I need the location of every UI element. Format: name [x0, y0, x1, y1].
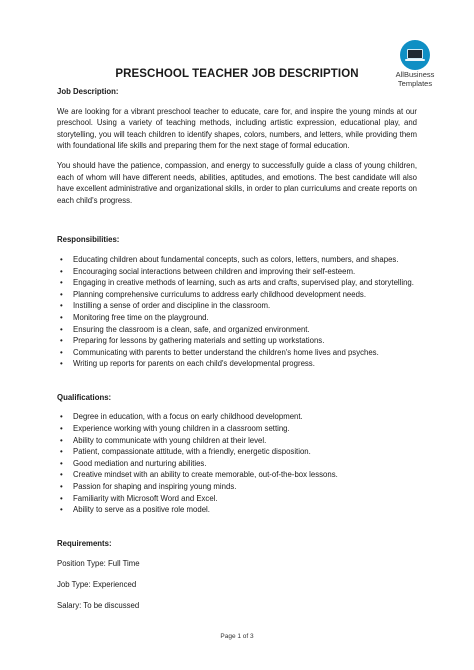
list-item: • Creative mindset with an ability to create memorable, out-of-the-box lessons.: [60, 470, 338, 480]
list-item-text: Ability to serve as a positive role model.: [73, 505, 210, 515]
job-description-paragraph-1: We are looking for a vibrant preschool teacher to educate, care for, and inspire the young minds at our preschool. Using a variety of teaching methods, including artistic expression, educational play, and storytelling, you will teach children to identify shapes, colors, numbers, and letters, while providing them with foundational life skills and preparing them for the next stage of formal education.: [57, 106, 417, 151]
salary: Salary: To be discussed: [57, 600, 140, 610]
list-item-text: Good mediation and nurturing abilities.: [73, 458, 207, 468]
requirements-heading: Requirements:: [57, 538, 112, 548]
document-body: [57, 86, 417, 611]
list-item: • Degree in education, with a focus on early childhood development.: [60, 412, 303, 422]
list-item-text: Passion for shaping and inspiring young minds.: [73, 482, 237, 492]
list-item: • Ensuring the classroom is a clean, safe, and organized environment.: [60, 324, 310, 334]
responsibilities-heading: Responsibilities:: [57, 235, 120, 245]
list-item: • Educating children about fundamental concepts, such as colors, letters, numbers, and shapes.: [60, 254, 399, 264]
job-description-heading: Job Description:: [57, 87, 119, 96]
position-type: Position Type: Full Time: [57, 559, 140, 569]
list-item-text: Creative mindset with an ability to create memorable, out-of-the-box lessons.: [73, 470, 338, 480]
list-item-text: Experience working with young children in a classroom setting.: [73, 424, 290, 434]
list-item-text: Educating children about fundamental concepts, such as colors, letters, numbers, and shapes.: [73, 254, 399, 264]
list-item-text: Familiarity with Microsoft Word and Excel.: [73, 493, 218, 503]
list-item: • Good mediation and nurturing abilities.: [60, 458, 207, 468]
list-item: • Planning comprehensive curriculums to address early childhood development needs.: [60, 289, 366, 299]
list-item: • Passion for shaping and inspiring young minds.: [60, 482, 237, 492]
list-item: • Patient, compassionate attitude, with a friendly, energetic disposition.: [60, 447, 311, 457]
list-item: • Engaging in creative methods of learning, such as arts and crafts, supervised play, and storytelling.: [60, 278, 414, 288]
list-item-text: Monitoring free time on the playground.: [73, 312, 209, 322]
list-item: • Monitoring free time on the playground.: [60, 312, 209, 322]
list-item-text: Ensuring the classroom is a clean, safe, and organized environment.: [73, 324, 310, 334]
list-item: • Ability to serve as a positive role model.: [60, 505, 210, 515]
list-item-text: Degree in education, with a focus on early childhood development.: [73, 412, 303, 422]
allbusiness-logo: [390, 40, 440, 88]
document-title: PRESCHOOL TEACHER JOB DESCRIPTION: [115, 68, 359, 80]
qualifications-list: [57, 411, 417, 515]
responsibilities-list: [57, 254, 417, 370]
list-item: • Encouraging social interactions between children and improving their self-esteem.: [60, 266, 356, 276]
list-item-text: Communicating with parents to better understand the children's home lives and psyches.: [73, 347, 379, 357]
list-item-text: Preparing for lessons by gathering materials and setting up workstations.: [73, 336, 325, 346]
list-item: • Ability to communicate with young children at their level.: [60, 435, 267, 445]
list-item-text: Patient, compassionate attitude, with a friendly, energetic disposition.: [73, 447, 311, 457]
list-item-text: Writing up reports for parents on each child's developmental progress.: [73, 359, 315, 369]
logo-text-line2: Templates: [397, 79, 433, 88]
job-description-paragraph-2: You should have the patience, compassion, and energy to successfully guide a class of young children, each of whom will have different needs, abilities, aptitudes, and emotions. The best candidate will also have excellent administrative and organizational skills, in order to plan curriculums and create reports on each child's progress.: [57, 160, 417, 205]
list-item-text: Instilling a sense of order and discipline in the classroom.: [73, 301, 271, 311]
list-item: • Instilling a sense of order and discipline in the classroom.: [60, 301, 271, 311]
laptop-icon: [400, 40, 430, 70]
page-number: Page 1 of 3: [220, 633, 254, 640]
list-item-text: Engaging in creative methods of learning, such as arts and crafts, supervised play, and storytelling.: [73, 278, 414, 288]
list-item-text: Encouraging social interactions between children and improving their self-esteem.: [73, 266, 356, 276]
list-item: • Experience working with young children in a classroom setting.: [60, 424, 290, 434]
list-item: • Familiarity with Microsoft Word and Excel.: [60, 493, 218, 503]
logo-text-line1: AllBusiness: [395, 70, 435, 79]
list-item-text: Ability to communicate with young children at their level.: [73, 435, 267, 445]
job-type: Job Type: Experienced: [57, 580, 137, 589]
list-item: • Writing up reports for parents on each child's developmental progress.: [60, 359, 315, 369]
list-item: • Preparing for lessons by gathering materials and setting up workstations.: [60, 336, 325, 346]
qualifications-heading: Qualifications:: [57, 392, 112, 402]
list-item-text: Planning comprehensive curriculums to address early childhood development needs.: [73, 289, 366, 299]
list-item: • Communicating with parents to better understand the children's home lives and psyches.: [60, 347, 379, 357]
